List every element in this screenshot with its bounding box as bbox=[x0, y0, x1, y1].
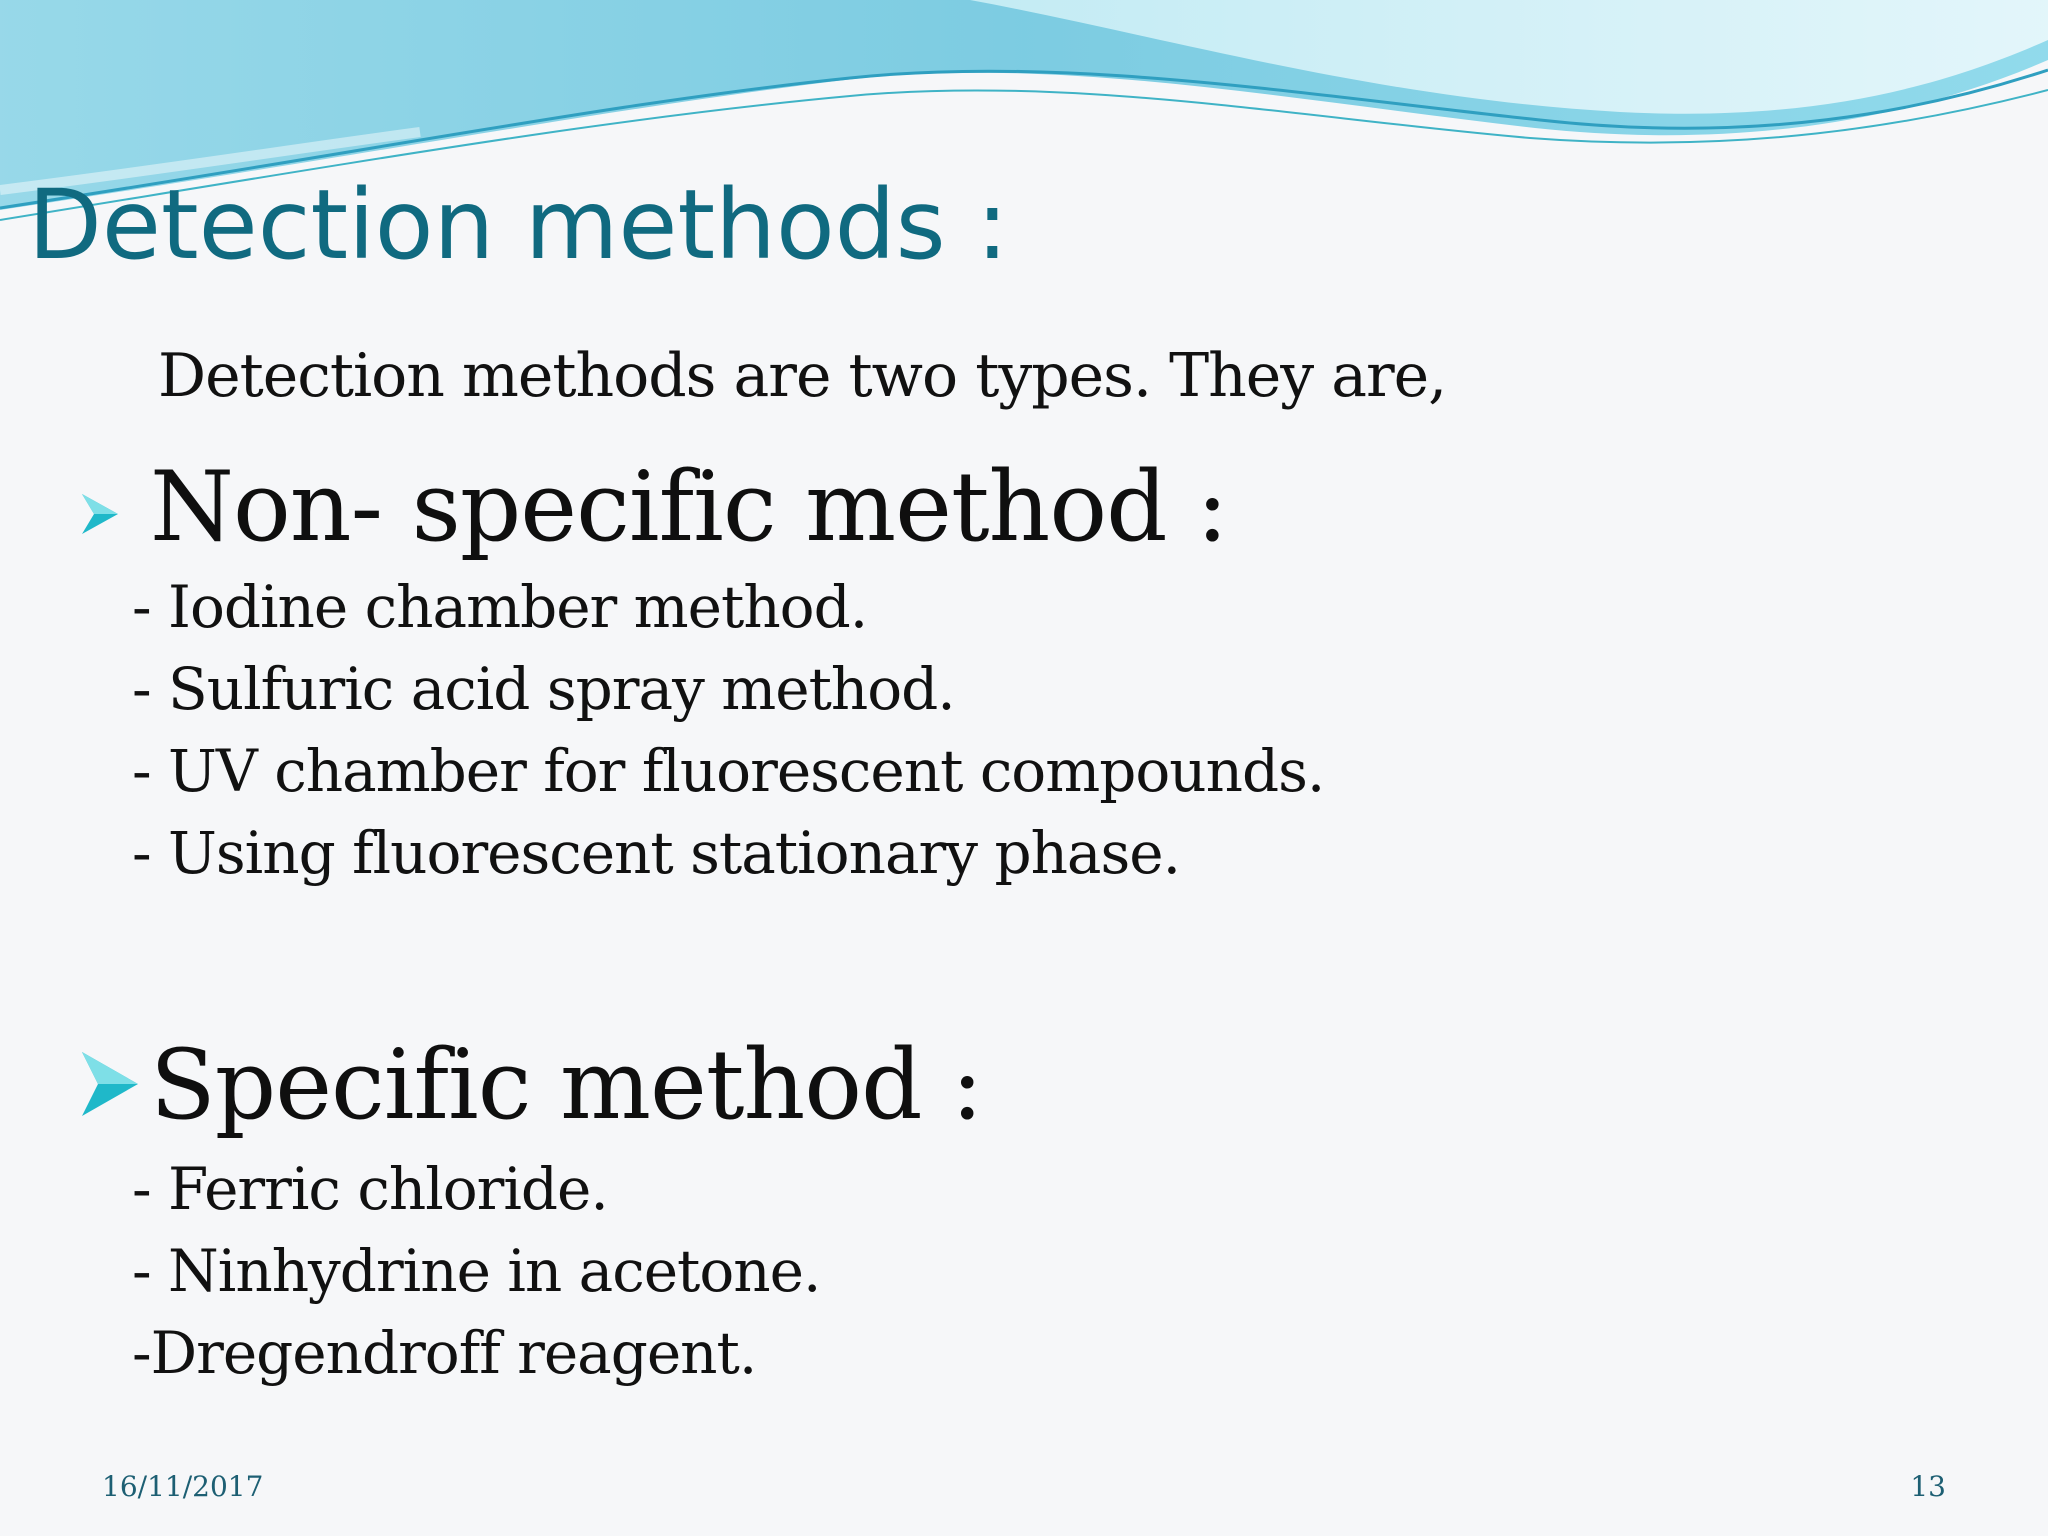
specific-method-list bbox=[132, 1148, 820, 1394]
list-item: - Ninhydrine in acetone. bbox=[132, 1237, 821, 1305]
list-item: -Dregendroff reagent. bbox=[132, 1319, 757, 1387]
section-heading-nonspecific: Non- specific method : bbox=[150, 451, 1228, 563]
arrowhead-bullet-icon bbox=[78, 490, 122, 538]
footer-date: 16/11/2017 bbox=[102, 1470, 264, 1503]
slide-title: Detection methods : bbox=[28, 169, 1009, 281]
section-heading-specific: Specific method : bbox=[150, 1029, 983, 1141]
list-item: - UV chamber for fluorescent compounds. bbox=[132, 737, 1325, 805]
list-item: - Iodine chamber method. bbox=[132, 573, 868, 641]
nonspecific-method-list bbox=[132, 566, 1324, 894]
page-number: 13 bbox=[1910, 1470, 1946, 1503]
intro-text: Detection methods are two types. They are, bbox=[158, 341, 1447, 411]
arrowhead-bullet-icon bbox=[78, 1048, 142, 1120]
list-item: - Sulfuric acid spray method. bbox=[132, 655, 955, 723]
list-item: - Using fluorescent stationary phase. bbox=[132, 819, 1181, 887]
list-item: - Ferric chloride. bbox=[132, 1155, 608, 1223]
